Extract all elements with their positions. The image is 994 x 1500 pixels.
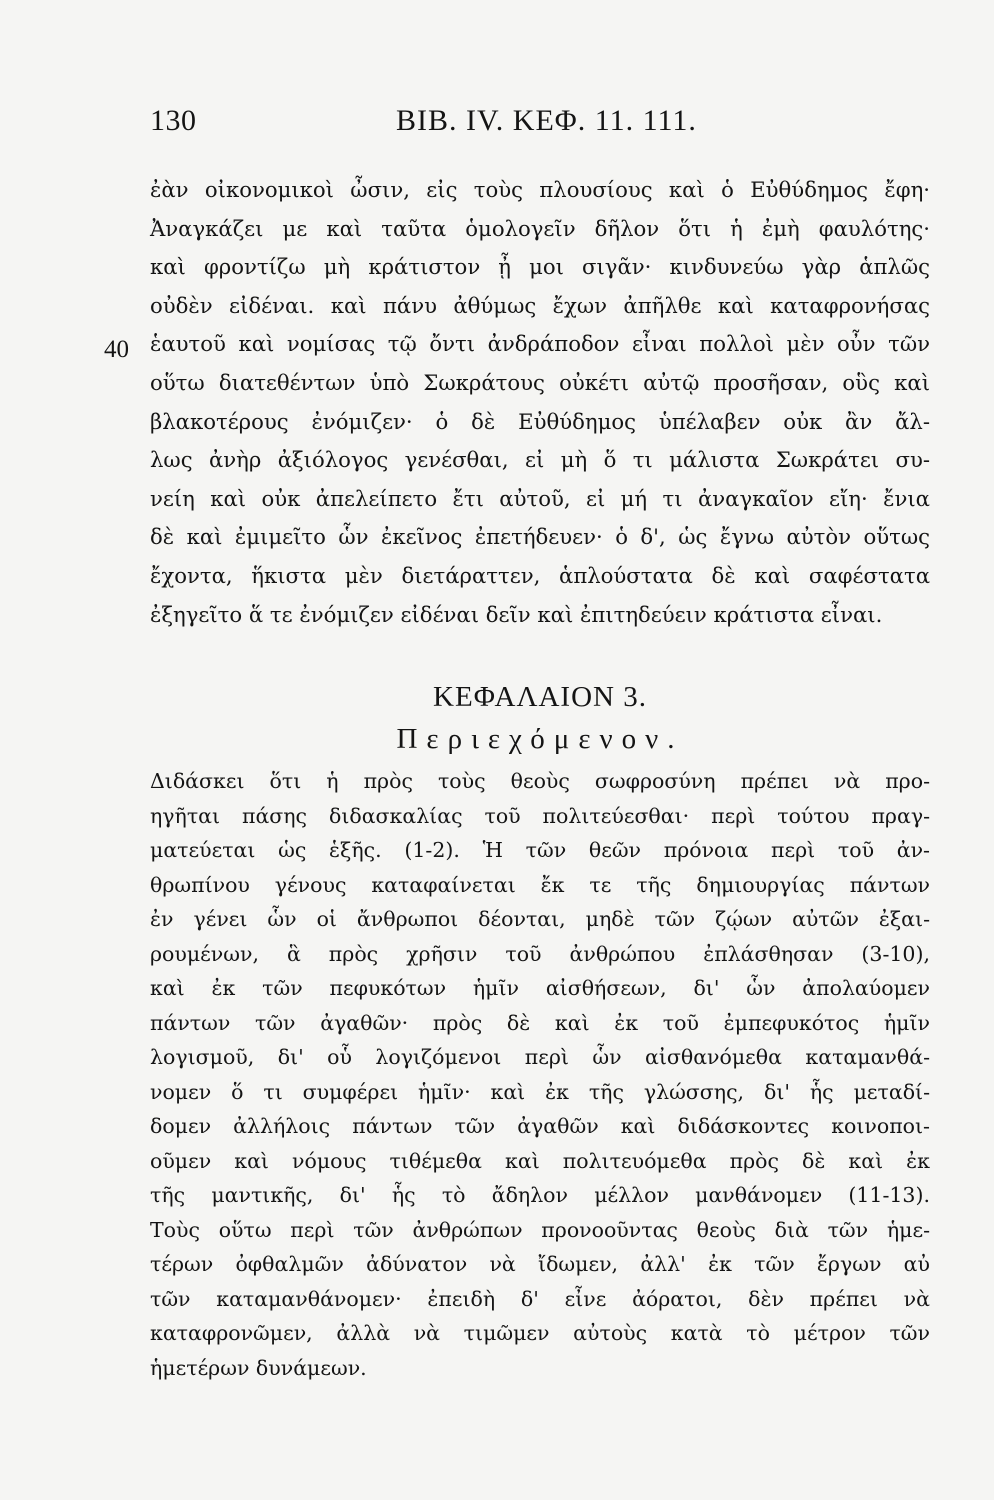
text-line: οὐδὲν εἰδέναι. καὶ πάνυ ἀθύμως ἔχων ἀπῆλθε καὶ καταφρονήσας (150, 292, 930, 318)
summary-line: τῆς μαντικῆς, δι' ἧς τὸ ἄδηλον μέλλον μανθάνομεν (11-13). (150, 1183, 930, 1207)
summary-line: Διδάσκει ὅτι ἡ πρὸς τοὺς θεοὺς σωφροσύνη πρέπει νὰ προ- (150, 769, 930, 793)
summary-line: Τοὺς οὕτω περὶ τῶν ἀνθρώπων προνοοῦντας θεοὺς διὰ τῶν ἡμε- (150, 1217, 930, 1242)
page-header (150, 104, 850, 144)
text-line: οὕτω διατεθέντων ὑπὸ Σωκράτους οὐκέτι αὐτῷ προσῆσαν, οὓς καὶ (150, 369, 930, 395)
page-number: 130 (150, 104, 197, 137)
summary-line: ἐν γένει ὧν οἱ ἄνθρωποι δέονται, μηδὲ τῶν ζῴων αὐτῶν ἐξαι- (150, 907, 930, 931)
summary-line: καταφρονῶμεν, ἀλλὰ νὰ τιμῶμεν αὐτοὺς κατὰ τὸ μέτρον τῶν (150, 1321, 930, 1345)
text-line: ἔχοντα, ἥκιστα μὲν διετάραττεν, ἁπλούστατα δὲ καὶ σαφέστατα (150, 562, 930, 588)
text-line: βλακοτέρους ἐνόμιζεν· ὁ δὲ Εὐθύδημος ὑπέλαβεν οὐκ ἂν ἄλ- (150, 408, 930, 434)
text-line: νείη καὶ οὐκ ἀπελείπετο ἔτι αὐτοῦ, εἰ μή τι ἀναγκαῖον εἴη· ἔνια (150, 485, 930, 511)
summary-text-block (150, 764, 930, 1385)
running-head: ΒΙΒ. ΙV. ΚΕΦ. 11. 111. (396, 104, 697, 137)
summary-line: λογισμοῦ, δι' οὗ λογιζόμενοι περὶ ὧν αἰσθανόμεθα καταμανθά- (150, 1045, 930, 1069)
summary-line: ρουμένων, ἃ πρὸς χρῆσιν τοῦ ἀνθρώπου ἐπλάσθησαν (3-10), (150, 941, 930, 966)
text-line: ἐὰν οἰκονομικοὶ ὦσιν, εἰς τοὺς πλουσίους καὶ ὁ Εὐθύδημος ἔφη· (150, 177, 930, 202)
section-title: Περιεχόμενον. (396, 723, 684, 755)
summary-line: θρωπίνου γένους καταφαίνεται ἔκ τε τῆς δημιουργίας πάντων (150, 872, 930, 897)
line-number-marker: 40 (104, 336, 129, 363)
chapter-title: ΚΕΦΑΛΑΙΟΝ 3. (433, 681, 647, 713)
text-line: Ἀναγκάζει με καὶ ταῦτα ὁμολογεῖν δῆλον ὅτι ἡ ἐμὴ φαυλότης· (150, 215, 930, 241)
summary-line: οῦμεν καὶ νόμους τιθέμεθα καὶ πολιτευόμεθα πρὸς δὲ καὶ ἐκ (150, 1148, 930, 1173)
summary-line: ματεύεται ὡς ἑξῆς. (1-2). Ἡ τῶν θεῶν πρόνοια περὶ τοῦ ἀν- (150, 838, 930, 862)
summary-line: δομεν ἀλλήλοις πάντων τῶν ἀγαθῶν καὶ διδάσκοντες κοινοποι- (150, 1114, 930, 1138)
summary-line: νομεν ὅ τι συμφέρει ἡμῖν· καὶ ἐκ τῆς γλώσσης, δι' ἧς μεταδί- (150, 1079, 930, 1104)
text-line: ἑαυτοῦ καὶ νομίσας τῷ ὄντι ἀνδράποδον εἶναι πολλοὶ μὲν οὖν τῶν (150, 331, 930, 357)
text-line: λως ἀνὴρ ἀξιόλογος γενέσθαι, εἰ μὴ ὅ τι μάλιστα Σωκράτει συ- (150, 447, 930, 473)
summary-line: ἡμετέρων δυνάμεων. (150, 1355, 367, 1380)
summary-line: πάντων τῶν ἀγαθῶν· πρὸς δὲ καὶ ἐκ τοῦ ἐμπεφυκότος ἡμῖν (150, 1010, 930, 1035)
main-text-block (150, 171, 930, 634)
text-line: ἐξηγεῖτο ἅ τε ἐνόμιζεν εἰδέναι δεῖν καὶ ἐπιτηδεύειν κράτιστα εἶναι. (150, 601, 883, 627)
summary-line: τῶν καταμανθάνομεν· ἐπειδὴ δ' εἶνε ἀόρατοι, δὲν πρέπει νὰ (150, 1286, 930, 1311)
text-line: δὲ καὶ ἐμιμεῖτο ὧν ἐκεῖνος ἐπετήδευεν· ὁ δ', ὡς ἔγνω αὐτὸν οὕτως (150, 524, 930, 550)
summary-line: καὶ ἐκ τῶν πεφυκότων ἡμῖν αἰσθήσεων, δι' ὧν ἀπολαύομεν (150, 976, 930, 1000)
summary-line: ηγῆται πάσης διδασκαλίας τοῦ πολιτεύεσθαι· περὶ τούτου πραγ- (150, 803, 930, 828)
summary-line: τέρων ὀφθαλμῶν ἀδύνατον νὰ ἴδωμεν, ἀλλ' ἐκ τῶν ἔργων αὐ (150, 1252, 930, 1276)
text-line: καὶ φροντίζω μὴ κράτιστον ᾖ μοι σιγᾶν· κινδυνεύω γὰρ ἁπλῶς (150, 254, 930, 280)
